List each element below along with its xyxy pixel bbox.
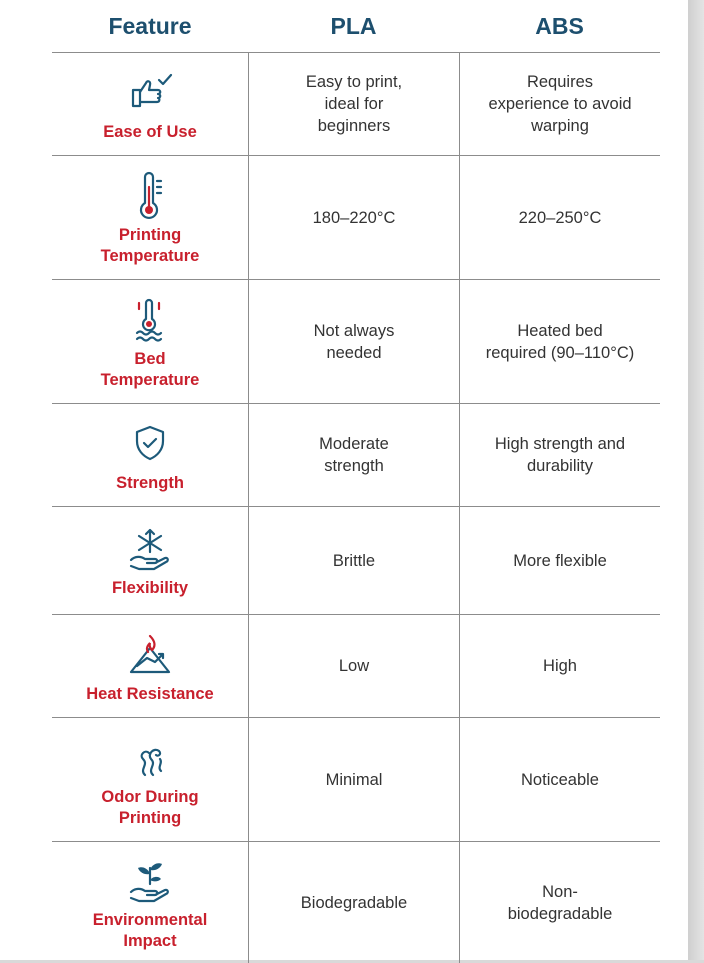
- abs-cell: High: [459, 615, 660, 717]
- feature-cell: Flexibility: [52, 507, 248, 614]
- shield-check-icon: [123, 417, 177, 471]
- hand-plant-icon: [123, 854, 177, 908]
- abs-cell: Non- biodegradable: [459, 842, 660, 963]
- pla-cell: Biodegradable: [248, 842, 459, 963]
- feature-cell: Ease of Use: [52, 53, 248, 155]
- feature-cell: Heat Resistance: [52, 615, 248, 717]
- abs-cell: 220–250°C: [459, 156, 660, 279]
- header-feature: Feature: [108, 12, 192, 39]
- heated-bed-thermometer-icon: [123, 293, 177, 347]
- abs-cell: Noticeable: [459, 718, 660, 841]
- flame-resistance-icon: [123, 628, 177, 682]
- comparison-table: [52, 0, 660, 963]
- abs-cell: More flexible: [459, 507, 660, 614]
- table-row-ease-of-use: [52, 53, 660, 156]
- header-pla: PLA: [330, 12, 377, 39]
- thermometer-icon: [123, 169, 177, 223]
- table-row-odor-during-printing: [52, 718, 660, 842]
- thumbs-up-check-icon: [123, 66, 177, 120]
- header-abs: ABS: [535, 12, 584, 39]
- feature-cell: Environmental Impact: [52, 842, 248, 963]
- pla-cell: Minimal: [248, 718, 459, 841]
- pla-cell: Brittle: [248, 507, 459, 614]
- feature-cell: Printing Temperature: [52, 156, 248, 279]
- abs-cell: High strength and durability: [459, 404, 660, 506]
- table-row-bed-temperature: [52, 280, 660, 404]
- odor-swirl-icon: [123, 731, 177, 785]
- feature-cell: Odor During Printing: [52, 718, 248, 841]
- table-row-flexibility: [52, 507, 660, 615]
- feature-cell: Bed Temperature: [52, 280, 248, 403]
- table-row-environmental-impact: [52, 842, 660, 963]
- table-row-strength: [52, 404, 660, 507]
- pla-cell: Easy to print, ideal for beginners: [248, 53, 459, 155]
- abs-cell: Requires experience to avoid warping: [459, 53, 660, 155]
- feature-cell: Strength: [52, 404, 248, 506]
- pla-cell: Moderate strength: [248, 404, 459, 506]
- table-row-heat-resistance: [52, 615, 660, 718]
- pla-cell: Low: [248, 615, 459, 717]
- table-row-printing-temperature: [52, 156, 660, 280]
- pla-cell: 180–220°C: [248, 156, 459, 279]
- pla-cell: Not always needed: [248, 280, 459, 403]
- table-header: [52, 0, 660, 53]
- page-edge-shadow: [688, 0, 704, 960]
- hand-arrows-icon: [123, 522, 177, 576]
- abs-cell: Heated bed required (90–110°C): [459, 280, 660, 403]
